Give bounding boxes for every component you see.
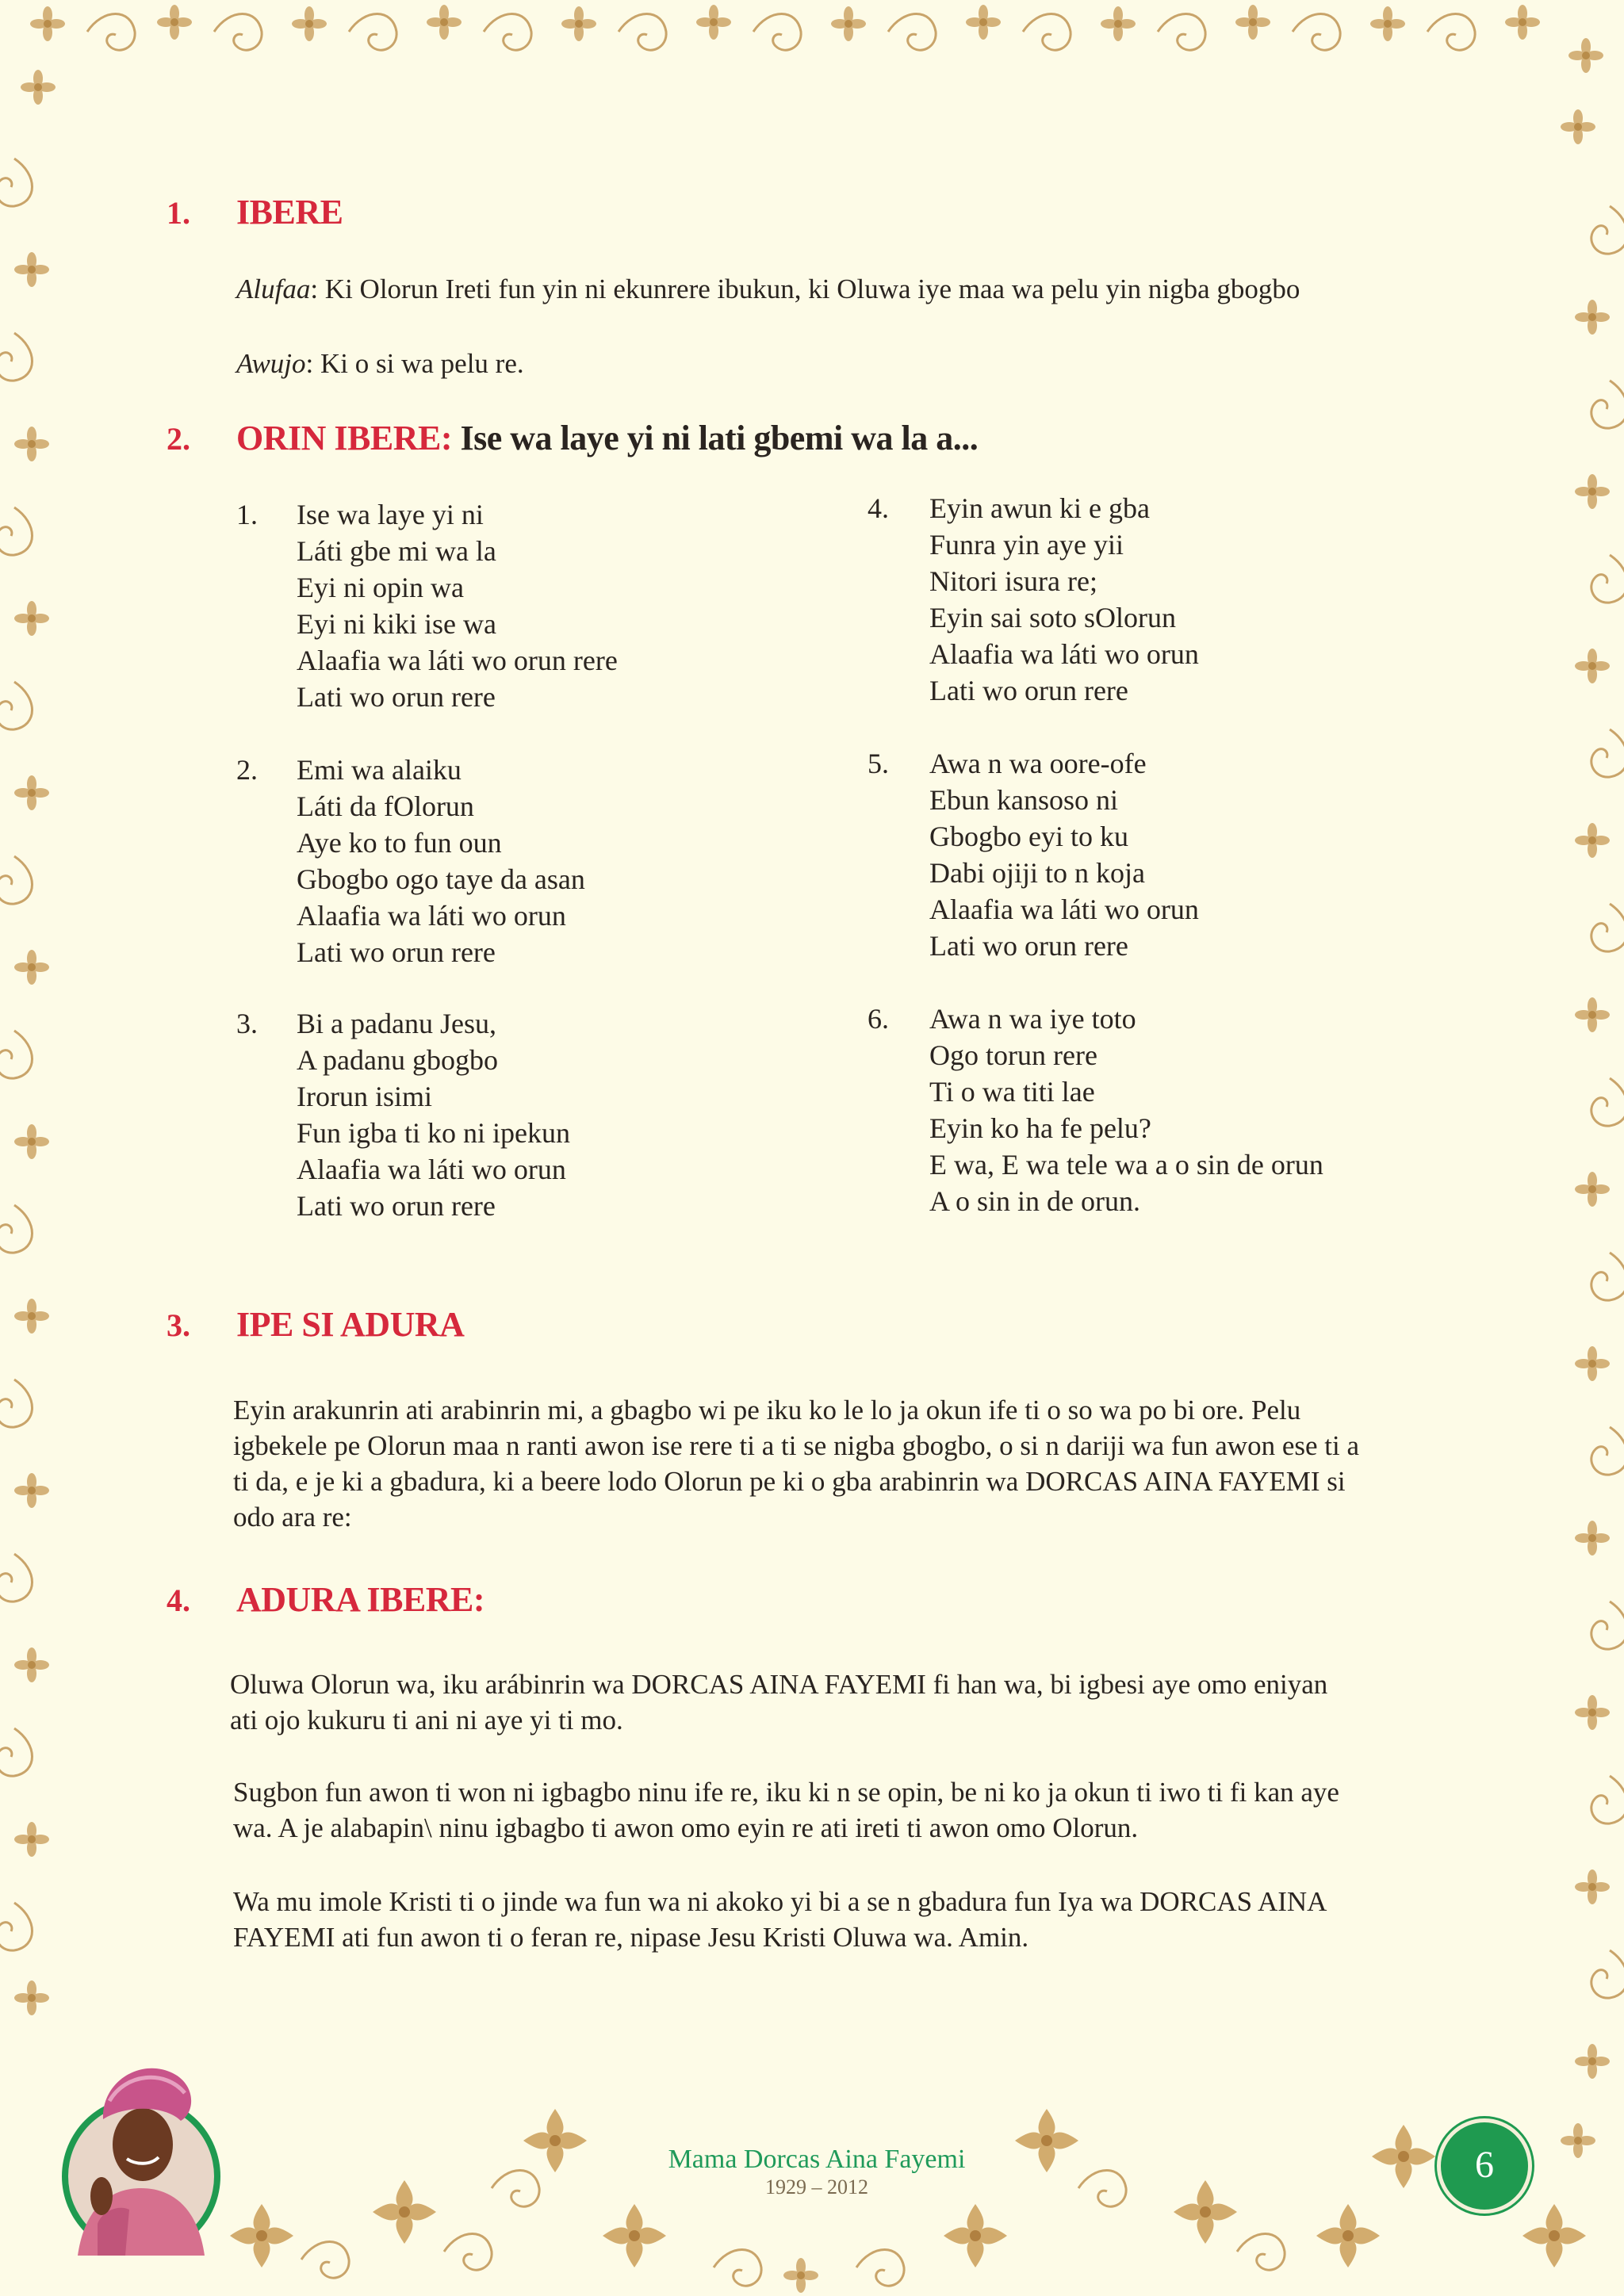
verse-line: Alaafia wa láti wo orun rere xyxy=(297,645,618,676)
verse-line: Lati wo orun rere xyxy=(929,930,1128,962)
verse-line: Eyin sai soto sOlorun xyxy=(929,602,1176,633)
verse-line: Ti o wa titi lae xyxy=(929,1076,1095,1108)
awujo-line xyxy=(236,346,524,382)
verse-line: Eyi ni kiki ise wa xyxy=(297,608,496,640)
section-2-title xyxy=(236,418,978,458)
paragraph-line: igbekele pe Olorun maa n ranti awon ise rere ti a ti se nigba gbogbo, o si n dariji wa fun awon ese ti a xyxy=(233,1430,1359,1461)
section-3-title: IPE SI ADURA xyxy=(236,1305,465,1344)
adura-paragraph xyxy=(233,1774,1339,1846)
alufaa-text: : Ki Olorun Ireti fun yin ni ekunrere ibukun, ki Oluwa iye maa wa pelu yin nigba gbogbo xyxy=(310,274,1300,304)
verse-line: Bi a padanu Jesu, xyxy=(297,1008,496,1039)
verse-number: 5. xyxy=(868,748,889,779)
paragraph-line: ti da, e je ki a gbadura, ki a beere lodo Olorun pe ki o gba arabinrin wa DORCAS AINA FAYEMI si xyxy=(233,1466,1346,1497)
verse-line: Láti gbe mi wa la xyxy=(297,535,496,567)
section-1-number: 1. xyxy=(167,195,190,231)
paragraph-line: Sugbon fun awon ti won ni igbagbo ninu ife re, iku ki n se opin, be ni ko ja okun ti iwo ti fi kan aye xyxy=(233,1777,1339,1808)
section-3-number: 3. xyxy=(167,1307,190,1343)
adura-paragraph xyxy=(233,1884,1327,1955)
verse-lines xyxy=(929,1001,1323,1219)
verse-lines xyxy=(297,496,618,715)
section-2-number: 2. xyxy=(167,421,190,457)
footer-name: Mama Dorcas Aina Fayemi xyxy=(668,2145,966,2174)
verse-line: E wa, E wa tele wa a o sin de orun xyxy=(929,1149,1323,1181)
verse-line: Lati wo orun rere xyxy=(929,675,1128,706)
verse-lines xyxy=(297,752,585,970)
verse-line: Ogo torun rere xyxy=(929,1039,1097,1071)
verse-lines xyxy=(929,745,1199,964)
awujo-text: : Ki o si wa pelu re. xyxy=(305,348,524,379)
verse-number: 4. xyxy=(868,492,889,524)
section-1-title: IBERE xyxy=(236,193,343,232)
verse-line: Fun igba ti ko ni ipekun xyxy=(297,1117,570,1149)
verse-line: Awa n wa iye toto xyxy=(929,1003,1136,1035)
ipe-si-adura-paragraph xyxy=(233,1392,1359,1535)
verse-line: Eyin ko ha fe pelu? xyxy=(929,1112,1151,1144)
verse-line: Alaafia wa láti wo orun xyxy=(297,1154,566,1185)
verse-line: Gbogbo ogo taye da asan xyxy=(297,863,585,895)
verse-line: Nitori isura re; xyxy=(929,565,1097,597)
paragraph-line: Eyin arakunrin ati arabinrin mi, a gbagbo wi pe iku ko le lo ja okun ife ti o so wa po bi ore. Pelu xyxy=(233,1395,1301,1425)
verse-line: Awa n wa oore-ofe xyxy=(929,748,1147,779)
alufaa-line xyxy=(236,271,1300,308)
verse-line: Eyi ni opin wa xyxy=(297,572,464,603)
verse-number: 6. xyxy=(868,1003,889,1035)
verse-line: Emi wa alaiku xyxy=(297,754,462,786)
paragraph-line: ati ojo kukuru ti ani ni aye yi ti mo. xyxy=(230,1705,623,1735)
verse-line: Alaafia wa láti wo orun xyxy=(929,894,1199,925)
verse-line: A o sin in de orun. xyxy=(929,1185,1140,1217)
verse-line: Irorun isimi xyxy=(297,1081,432,1112)
section-4-number: 4. xyxy=(167,1582,190,1618)
section-2-subtitle: Ise wa laye yi ni lati gbemi wa la a... xyxy=(460,419,979,457)
section-4-title: ADURA IBERE: xyxy=(236,1580,485,1619)
verse-line: Eyin awun ki e gba xyxy=(929,492,1150,524)
paragraph-line: Wa mu imole Kristi ti o jinde wa fun wa ni akoko yi bi a se n gbadura fun Iya wa DORCAS AINA xyxy=(233,1886,1327,1917)
portrait-photo xyxy=(54,2026,227,2263)
page-number-badge: 6 xyxy=(1437,2118,1532,2214)
verse-line: Alaafia wa láti wo orun xyxy=(297,900,566,932)
verse-line: Lati wo orun rere xyxy=(297,936,496,968)
verse-lines xyxy=(297,1005,570,1224)
alufaa-label: Alufaa xyxy=(236,274,311,304)
verse-line: Dabi ojiji to n koja xyxy=(929,857,1145,889)
paragraph-line: Oluwa Olorun wa, iku arábinrin wa DORCAS AINA FAYEMI fi han wa, bi igbesi aye omo eniyan xyxy=(230,1669,1328,1700)
verse-number: 1. xyxy=(236,499,258,530)
verse-line: Lati wo orun rere xyxy=(297,681,496,713)
awujo-label: Awujo xyxy=(236,348,306,379)
verse-line: Alaafia wa láti wo orun xyxy=(929,638,1199,670)
verse-line: Aye ko to fun oun xyxy=(297,827,502,859)
verse-line: Gbogbo eyi to ku xyxy=(929,821,1128,852)
verse-line: A padanu gbogbo xyxy=(297,1044,498,1076)
paragraph-line: FAYEMI ati fun awon ti o feran re, nipase Jesu Kristi Oluwa wa. Amin. xyxy=(233,1922,1029,1953)
paragraph-line: odo ara re: xyxy=(233,1502,352,1533)
verse-line: Lati wo orun rere xyxy=(297,1190,496,1222)
verse-line: Láti da fOlorun xyxy=(297,790,474,822)
verse-number: 3. xyxy=(236,1008,258,1039)
verse-line: Ise wa laye yi ni xyxy=(297,499,484,530)
adura-paragraph xyxy=(230,1667,1327,1738)
paragraph-line: wa. A je alabapin\ ninu igbagbo ti awon omo eyin re ati ireti ti awon omo Olorun. xyxy=(233,1812,1139,1843)
verse-line: Funra yin aye yii xyxy=(929,529,1124,561)
footer-years: 1929 – 2012 xyxy=(765,2175,868,2198)
verse-lines xyxy=(929,490,1199,709)
verse-number: 2. xyxy=(236,754,258,786)
section-2-title-label: ORIN IBERE: xyxy=(236,419,452,457)
verse-line: Ebun kansoso ni xyxy=(929,784,1118,816)
